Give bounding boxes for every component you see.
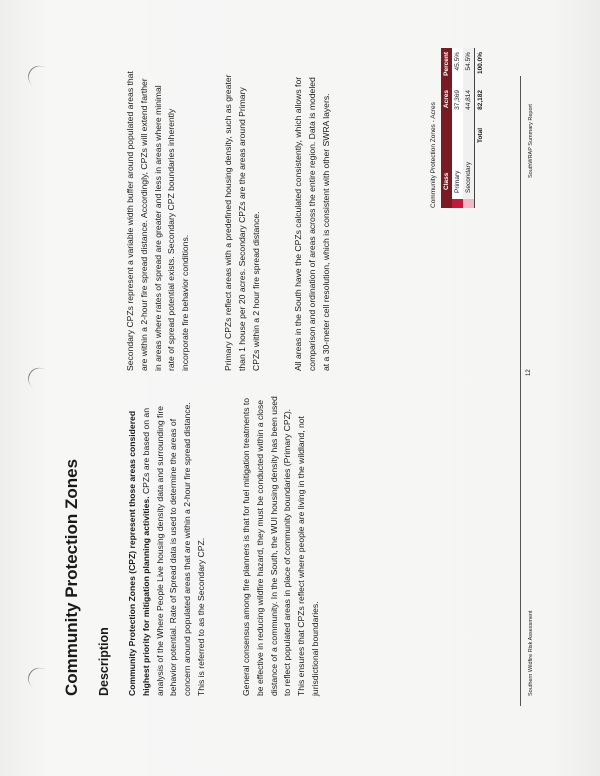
section-heading: Description xyxy=(97,627,111,696)
paragraph-all-areas: All areas in the South have the CPZs calculated consistently, which allows for comparison and ordination of areas across the entire region. Data is modeled at a 30-meter cell resolution, which is consistent with other SWRA layers. xyxy=(293,76,331,371)
total-percent: 100.0% xyxy=(475,48,487,86)
table-row xyxy=(463,48,475,208)
acres-table xyxy=(441,48,486,208)
footer-divider xyxy=(520,76,521,706)
table-cell-class xyxy=(463,124,475,208)
table-cell-percent: 54.5% xyxy=(463,48,475,86)
paragraph-cpz-definition xyxy=(126,396,209,696)
paragraph-consensus: General consensus among fire planners is that for fuel mitigation treatments to be effective in reducing wildfire hazard, they must be conducted within a close distance of a community. In the South, the WUI housing density has been used to reflect populated areas in place of community boundaries (Primary CPZ). This ensures that CPZs reflect where people are living in the wildland, not jurisdictional boundaries. xyxy=(241,396,320,696)
paragraph-bold-lead: Community Protection Zones (CPZ) represent those areas considered highest priority for mitigation planning activities. xyxy=(127,410,151,696)
secondary-color-swatch xyxy=(463,199,474,208)
total-label: Total xyxy=(475,124,487,208)
footer-summary-name: SouthWRAP Summary Report xyxy=(528,104,534,178)
table-title: Community Protection Zones - Acres xyxy=(430,102,437,208)
footer-page-number: 12 xyxy=(526,369,532,376)
class-label: Secondary xyxy=(465,161,473,193)
table-total-row xyxy=(475,48,487,208)
table-cell-class xyxy=(452,124,463,208)
paragraph-primary-cpz: Primary CPZs reflect areas with a predefined housing density, such as greater than 1 house per 20 acres. Secondary CPZs are the areas around Primary CPZs within a 2 hour fire spread distance. xyxy=(223,74,261,371)
table-cell-percent: 45.5% xyxy=(452,48,463,86)
table-cell-acres: 37,369 xyxy=(452,86,463,124)
class-label: Primary xyxy=(454,170,462,193)
column-header-acres: Acres xyxy=(441,86,452,124)
paragraph-text: CPZs are based on an analysis of the Where People Live housing density data and surrounding fire behavior potential. Rate of Spread data is used to determine the areas of concern around populated areas that are within a 2-hour fire spread distance. This is referred to as the Secondary CPZ. xyxy=(140,402,206,696)
column-header-class: Class xyxy=(441,124,452,208)
table-row xyxy=(452,48,463,208)
page-title: Community Protection Zones xyxy=(62,458,81,696)
primary-color-swatch xyxy=(452,199,463,208)
total-acres: 82,182 xyxy=(475,86,487,124)
table-header-row xyxy=(441,48,452,208)
column-header-percent: Percent xyxy=(441,48,452,86)
table-cell-acres: 44,814 xyxy=(463,86,475,124)
footer-report-name: Southern Wildfire Risk Assessment xyxy=(528,610,534,696)
paragraph-secondary-cpz: Secondary CPZs represent a variable width buffer around populated areas that are within a 2-hour fire spread distance. Accordingly, CPZs will extend farther in areas where rates of spread are greater and less in areas where minimal rate of spread potential exists. Secondary CPZ boundaries inherently incorporate fire behavior conditions. xyxy=(125,71,191,371)
